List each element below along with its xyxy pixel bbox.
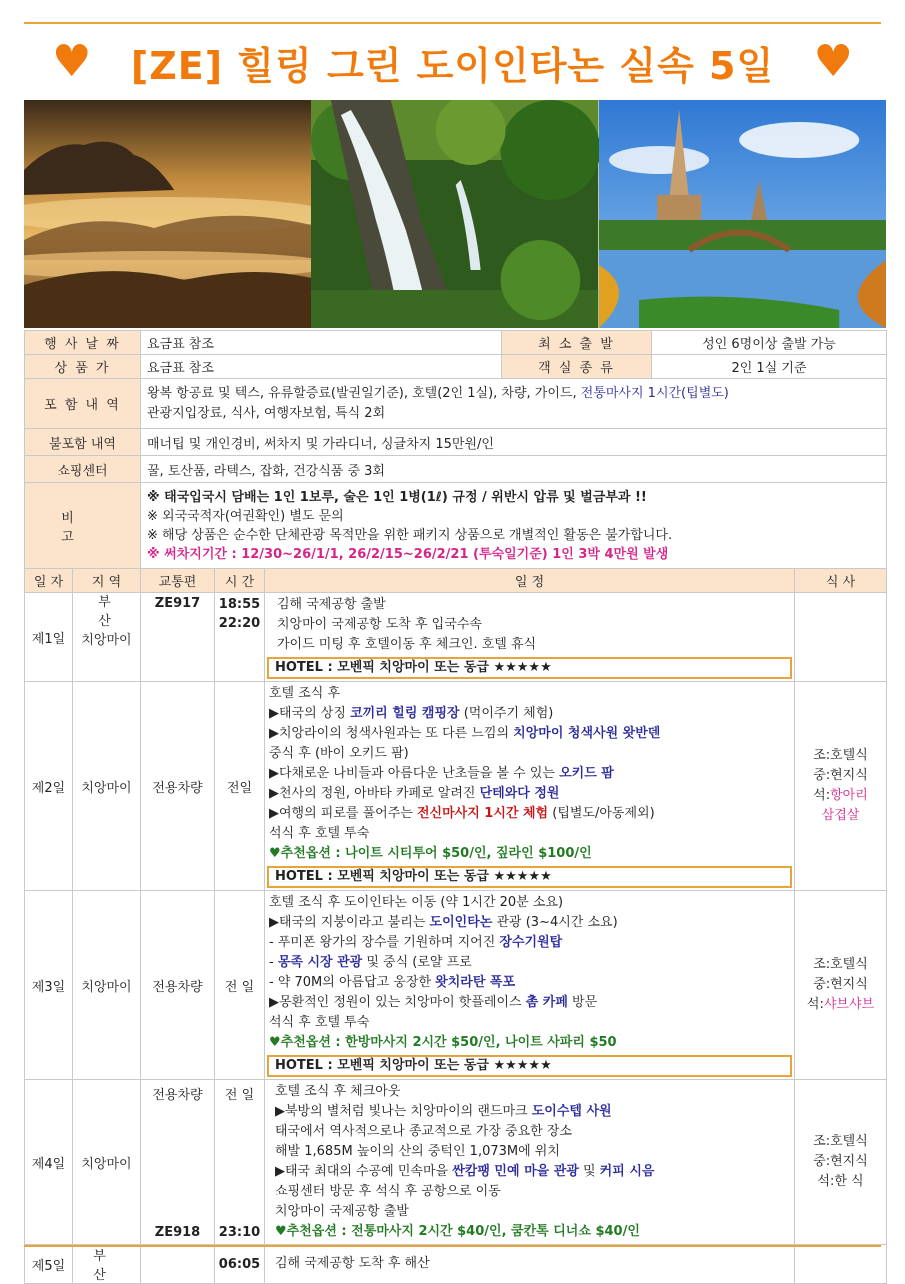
day3-schedule: 호텔 조식 후 도이인타논 이동 (약 1시간 20분 소요) ▶태국의 지붕이라고 불리는 도이인타논 관광 (3~4시간 소요) - 푸미폰 왕가의 장수를 기원하며 지어진 장수기원탑 - 몽족 시장 관광 및 중식 (로얄 프로 - 약 70M의 아름답고 웅장한 왓치라탄 폭포 ▶몽환적인 정원이 있는 치앙마이 핫플레이스 촘 카페 방문 석식 후 호텔 투숙 ♥추천옵션 : 한방마사지 2시간 $50/인, 나이트 사파리 $50 HOTEL : 모벤픽 치앙마이 또는 동급 ★★★★★ [265,891,795,1080]
heart-icon-left: ♥ [52,36,92,87]
header-time: 시 간 [215,569,265,593]
day1-label: 제1일 [25,593,73,682]
day3-transport: 전용차량 [141,891,215,1080]
info-table [24,330,887,569]
waterfall-photo [311,100,598,328]
header-region: 지 역 [73,569,141,593]
price-label: 상 품 가 [25,355,141,379]
min-label: 최 소 출 발 [502,331,652,355]
shop-value: 꿀, 토산품, 라텍스, 잡화, 건강식품 중 3회 [141,456,887,483]
room-label: 객 실 종 류 [502,355,652,379]
header-schedule: 일 정 [265,569,795,593]
day2-time: 전일 [215,682,265,891]
excl-value: 매너팁 및 개인경비, 써차지 및 가라디너, 싱글차지 15만원/인 [141,429,887,456]
day1-row [25,593,887,682]
photo-strip [24,100,886,328]
day4-meal: 조:호텔식 중:현지식 석:한 식 [795,1080,887,1245]
title-banner [24,30,881,94]
heart-icon-right: ♥ [813,36,853,87]
day2-option: ♥추천옵션 : 나이트 시티투어 $50/인, 짚라인 $100/인 [269,846,592,861]
day1-region: 부 산 치앙마이 [73,593,141,682]
misty-mountains-photo [24,100,311,328]
day4-flight: ZE918 [154,1225,201,1240]
day2-hotel: HOTEL : 모벤픽 치앙마이 또는 동급 ★★★★★ [267,866,792,888]
bottom-divider [24,1245,881,1247]
day3-row [25,891,887,1080]
day4-time: 전 일 23:10 [215,1080,265,1245]
header-transport: 교통편 [141,569,215,593]
day4-schedule: 호텔 조식 후 체크아웃 ▶북방의 별처럼 빛나는 치앙마이의 랜드마크 도이수텝 사원 태국에서 역사적으로나 종교적으로 가장 중요한 장소 해발 1,685M 높이의 산의 중턱인 1,073M에 위치 ▶태국 최대의 수공예 민속마을 싼캄팽 민예 마을 관광 및 커피 시음 쇼핑센터 방문 후 석식 후 공항으로 이동 치앙마이 국제공항 출발 ♥추천옵션 : 전통마사지 2시간 $40/인, 쿰칸톡 디너쇼 $40/인 [265,1080,795,1245]
day1-hotel: HOTEL : 모벤픽 치앙마이 또는 동급 ★★★★★ [267,657,792,679]
incl-label: 포 함 내 역 [25,379,141,429]
header-day: 일 자 [25,569,73,593]
price-value: 요금표 참조 [141,355,502,379]
day5-schedule: 김해 국제공항 도착 후 해산 [265,1245,795,1284]
day3-time: 전 일 [215,891,265,1080]
notes [141,483,887,569]
day3-meal: 조:호텔식 중:현지식 석:샤브샤브 [795,891,887,1080]
day1-schedule: 김해 국제공항 출발 치앙마이 국제공항 도착 후 입국수속 가이드 미팅 후 호텔이동 후 체크인. 호텔 휴식 HOTEL : 모벤픽 치앙마이 또는 동급 ★★★★★ [265,593,795,682]
day1-meal [795,593,887,682]
day3-label: 제3일 [25,891,73,1080]
header-meal: 식 사 [795,569,887,593]
pagoda-garden-photo [599,100,886,328]
day4-departure-time: 23:10 [218,1225,261,1240]
excl-label: 불포함 내역 [25,429,141,456]
note-1: ※ 태국입국시 담배는 1인 1보루, 술은 1인 1병(1ℓ) 규정 / 위반시 압류 및 벌금부과 !! [147,489,647,505]
day4-row [25,1080,887,1245]
day4-option: ♥추천옵션 : 전통마사지 2시간 $40/인, 쿰칸톡 디너쇼 $40/인 [275,1224,640,1239]
day5-region: 부 산 [73,1245,141,1284]
day5-time: 06:05 [215,1245,265,1284]
room-value: 2인 1실 기준 [652,355,887,379]
day4-region: 치앙마이 [73,1080,141,1245]
day3-hotel: HOTEL : 모벤픽 치앙마이 또는 동급 ★★★★★ [267,1055,792,1077]
itinerary-table [24,568,887,1284]
day2-transport: 전용차량 [141,682,215,891]
date-value: 요금표 참조 [141,331,502,355]
note-label: 비 고 [25,483,141,569]
day2-label: 제2일 [25,682,73,891]
day5-row [25,1245,887,1284]
date-label: 행 사 날 짜 [25,331,141,355]
day2-region: 치앙마이 [73,682,141,891]
day4-label: 제4일 [25,1080,73,1245]
day2-schedule: 호텔 조식 후 ▶태국의 상징 코끼리 힐링 캠핑장 (먹이주기 체험) ▶치앙라이의 청색사원과는 또 다른 느낌의 치앙마이 청색사원 왓반덴 중식 후 (바이 오키드 팜) ▶다채로운 나비들과 아름다운 난초들을 볼 수 있는 오키드 팜 ▶천사의 정원, 아바타 카페로 알려진 단테와다 정원 ▶여행의 피로를 풀어주는 전신마사지 1시간 체험 (팁별도/아동제외) 석식 후 호텔 투숙 ♥추천옵션 : 나이트 시티투어 $50/인, 짚라인 $100/인 HOTEL : 모벤픽 치앙마이 또는 동급 ★★★★★ [265,682,795,891]
min-value: 성인 6명이상 출발 가능 [652,331,887,355]
day3-option: ♥추천옵션 : 한방마사지 2시간 $50/인, 나이트 사파리 $50 [269,1035,617,1050]
day2-row [25,682,887,891]
day1-times: 18:55 22:20 [215,593,265,682]
note-3: ※ 해당 상품은 순수한 단체관광 목적만을 위한 패키지 상품으로 개별적인 활동은 불가합니다. [147,527,673,543]
day2-meal: 조:호텔식 중:현지식 석:항아리 삼겹살 [795,682,887,891]
page-title: [ZE] 힐링 그린 도이인타논 실속 5일 [130,43,775,88]
day3-region: 치앙마이 [73,891,141,1080]
day4-transport: 전용차량 ZE918 [141,1080,215,1245]
top-divider [24,22,881,24]
day5-label: 제5일 [25,1245,73,1284]
shop-label: 쇼핑센터 [25,456,141,483]
incl-value: 왕복 항공료 및 텍스, 유류할증료(발권일기준), 호텔(2인 1실), 차량, 가이드, 전통마사지 1시간(팁별도) 관광지입장료, 식사, 여행자보험, 특식 2회 [141,379,887,429]
note-4: ※ 써차지기간 : 12/30~26/1/1, 26/2/15~26/2/21 (투숙일기준) 1인 3박 4만원 발생 [147,546,669,562]
day1-flight: ZE917 [141,593,215,682]
note-2: ※ 외국국적자(여권확인) 별도 문의 [147,508,344,524]
